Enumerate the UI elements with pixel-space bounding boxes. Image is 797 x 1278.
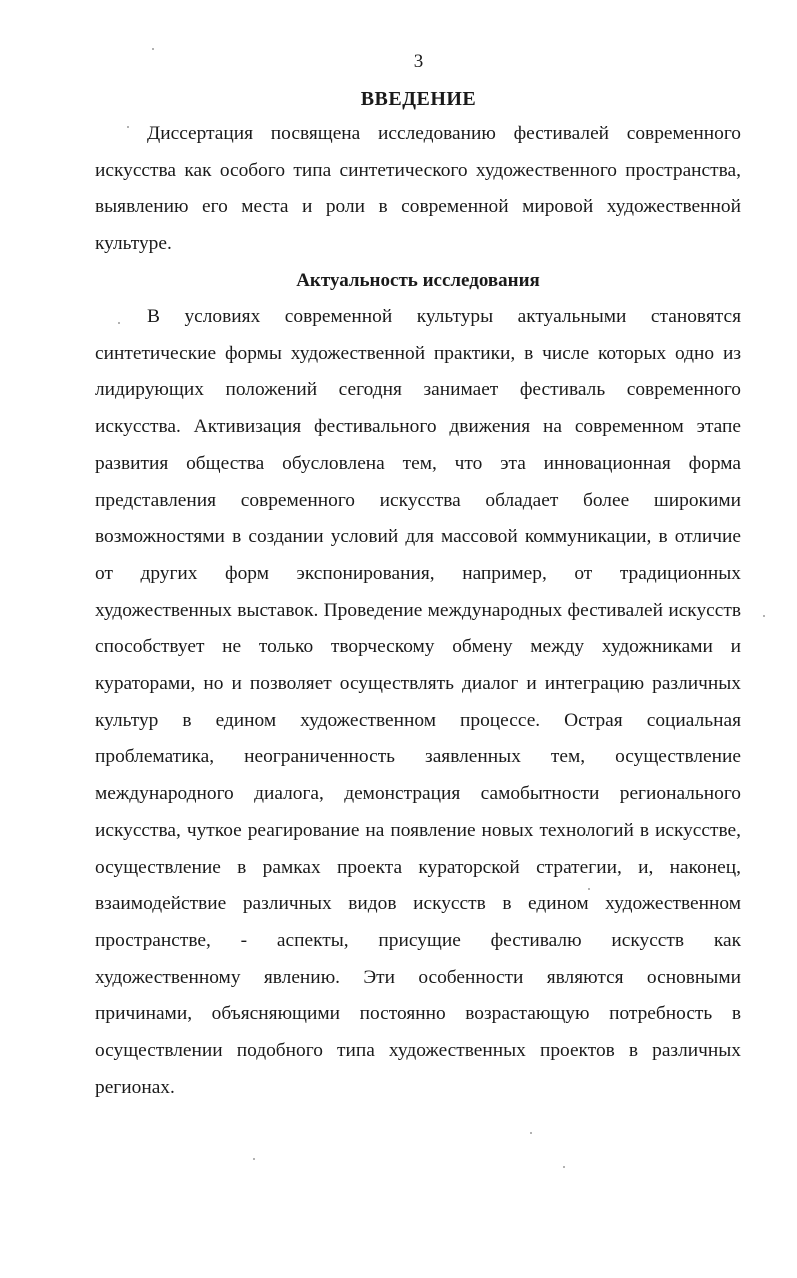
page-heading: ВВЕДЕНИЕ [360,88,477,110]
section-title: Актуальность исследования [296,270,540,291]
scan-speck [152,48,154,50]
intro-paragraph: Диссертация посвящена исследованию фестивалей современного искусства как особого типа синтетического художественного пространства, выявлению его места и роли в современной мировой художественной культуре. [95,123,741,255]
scan-speck [127,126,129,128]
scan-speck [763,615,765,617]
relevance-paragraph: В условиях современной культуры актуальными становятся синтетические формы художественной практики, в числе которых одно из лидирующих положений сегодня занимает фестиваль современного искусства. Активизация фестивального движения на современном этапе развития общества обусловлена тем, что эта инновационная форма представления современного искусства обладает более широкими возможностями в создании условий для массовой коммуникации, в отличие от других форм экспонирования, например, от традиционных художественных выставок. Проведение международных фестивалей искусств способствует не только творческому обмену между художниками и кураторами, но и позволяет осуществлять диалог и интеграцию различных культур в едином художественном процессе. Острая социальная проблематика, неограниченность заявленных тем, осуществление международного диалога, демонстрация самобытности регионального искусства, чуткое реагирование на появление новых технологий в искусстве, осуществление в рамках проекта кураторской стратегии, и, наконец, взаимодействие различных видов искусств в едином художественном пространстве, - аспекты, присущие фестивалю искусств как художественному явлению. Эти особенности являются основными причинами, объясняющими постоянно возрастающую потребность в осуществлении подобного типа художественных проектов в различных регионах. [95,306,741,1098]
scan-speck [563,1166,565,1168]
scan-speck [118,322,120,324]
scan-speck [588,888,590,890]
scan-speck [253,1158,255,1160]
scan-speck [530,1132,532,1134]
page-number: 3 [413,51,424,72]
